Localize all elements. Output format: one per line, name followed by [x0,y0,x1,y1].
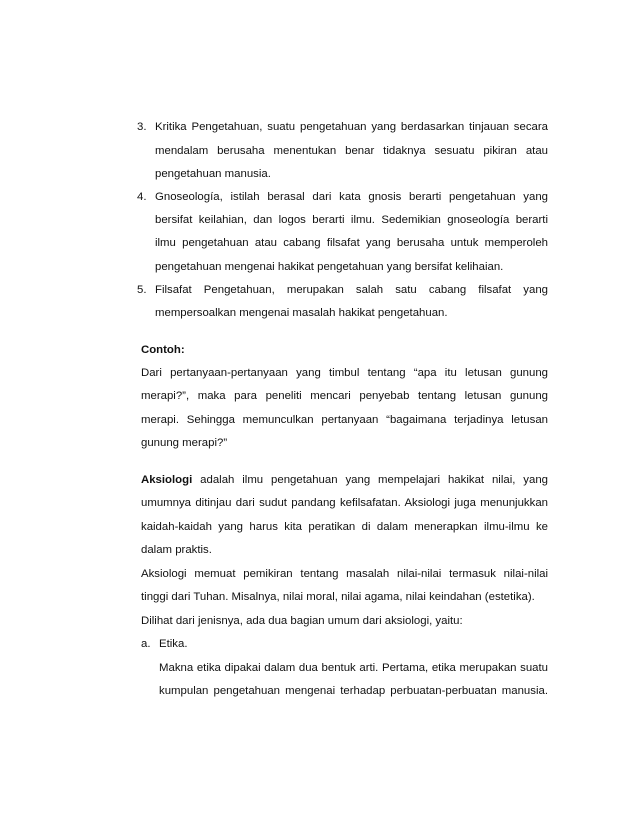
aksiologi-line-6: tinggi dari Tuhan. Misalnya, nilai moral, nilai agama, nilai keindahan (estetika). [141,591,535,603]
list-number-5: 5. [137,284,147,296]
contoh-heading [141,343,185,357]
contoh-line-1: Dari pertanyaan-pertanyaan yang timbul tentang “apa itu letusan gunung [141,367,548,379]
aksiologi-line-3: kaidah-kaidah yang harus kita peratikan di dalam menerapkan ilmu-ilmu ke [141,521,548,533]
item-4-line-4: pengetahuan mengenai hakikat pengetahuan yang bersifat kelihaian. [155,261,504,273]
item-3-line-2: mendalam berusaha menentukan benar tidaknya sesuatu pikiran atau [155,145,548,157]
aksiologi-line-7: Dilihat dari jenisnya, ada dua bagian umum dari aksiologi, yaitu: [141,615,463,627]
aksiologi-line-4: dalam praktis. [141,544,212,556]
list-number-3: 3. [137,121,147,133]
item-4-line-2: bersifat keilahian, dan logos berarti ilmu. Sedemikian gnoseología berarti [155,214,548,226]
item-3-line-3: pengetahuan manusia. [155,168,271,180]
contoh-line-3: merapi. Sehingga memunculkan pertanyaan “bagaimana terjadinya letusan [141,414,548,426]
list-number-4: 4. [137,191,147,203]
aksiologi-line-1 [141,473,548,487]
contoh-line-2: merapi?”, maka para peneliti mencari penyebab tentang letusan gunung [141,390,548,402]
etika-title: Etika. [159,638,188,650]
contoh-heading-text: Contoh: [141,344,185,356]
etika-line-1: Makna etika dipakai dalam dua bentuk arti. Pertama, etika merupakan suatu [159,662,548,674]
contoh-line-4: gunung merapi?” [141,437,228,449]
item-3-line-1: Kritika Pengetahuan, suatu pengetahuan yang berdasarkan tinjauan secara [155,121,548,133]
item-5-line-1: Filsafat Pengetahuan, merupakan salah satu cabang filsafat yang [155,284,548,296]
aksiologi-line-1-rest: adalah ilmu pengetahuan yang mempelajari hakikat nilai, yang [192,474,548,486]
aksiologi-term: Aksiologi [141,474,193,486]
item-5-line-2: mempersoalkan mengenai masalah hakikat pengetahuan. [155,307,448,319]
item-4-line-3: ilmu pengetahuan atau cabang filsafat yang berusaha untuk memperoleh [155,237,548,249]
aksiologi-line-5: Aksiologi memuat pemikiran tentang masalah nilai-nilai termasuk nilai-nilai [141,568,548,580]
item-4-line-1: Gnoseología, istilah berasal dari kata gnosis berarti pengetahuan yang [155,191,548,203]
list-marker-a: a. [141,638,151,650]
etika-line-2: kumpulan pengetahuan mengenai terhadap perbuatan-perbuatan manusia. [159,685,548,697]
aksiologi-line-2: umumnya ditinjau dari sudut pandang kefilsafatan. Aksiologi juga menunjukkan [141,497,548,509]
